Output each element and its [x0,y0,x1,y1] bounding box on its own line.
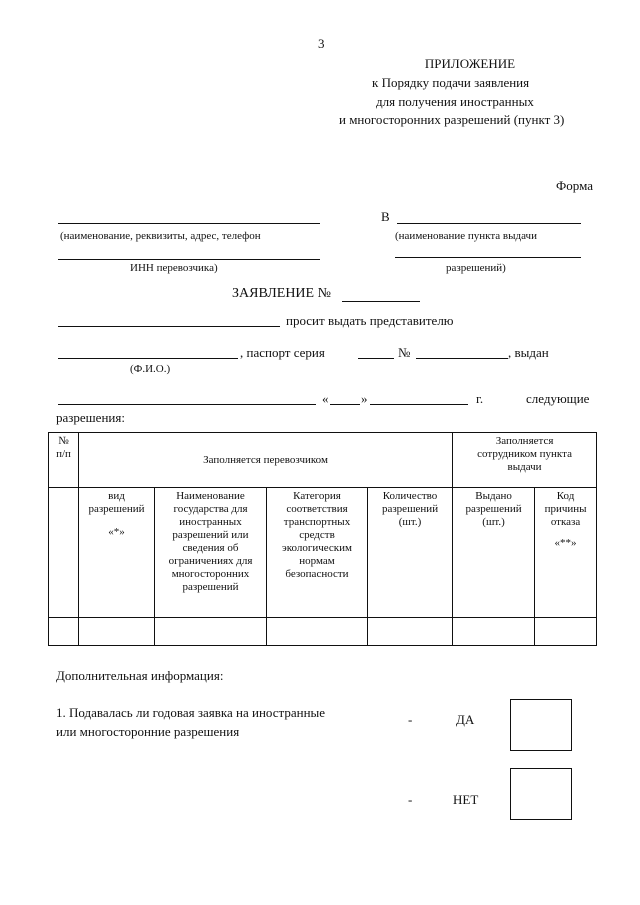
office-name-line-2[interactable] [395,257,581,258]
table-row-cell[interactable] [49,618,79,646]
office-caption-1: (наименование пункта выдачи [395,230,537,242]
carrier-fill-header: Заполняется перевозчиком [79,433,453,488]
day-line[interactable] [330,404,360,405]
following-text: следующие [526,391,590,406]
table-row-cell[interactable] [368,618,453,646]
carrier-field-line[interactable] [58,326,280,327]
issued-header: Выдано разрешений (шт.) [453,488,535,618]
passport-text: , паспорт серия [240,345,325,360]
table-row-cell[interactable] [535,618,597,646]
appendix-title: ПРИЛОЖЕНИЕ [424,56,516,71]
office-fill-header: Заполняется сотрудником пункта выдачи [453,433,597,488]
page-number: 3 [318,36,325,51]
question-1-continued: или многосторонние разрешения [56,724,240,739]
quantity-header: Количество разрешений (шт.) [368,488,453,618]
office-caption-2: разрешений) [446,262,506,274]
yes-label: ДА [456,712,475,727]
table-row-cell[interactable] [453,618,535,646]
carrier-caption-1: (наименование, реквизиты, адрес, телефон [60,230,261,242]
yes-checkbox[interactable] [510,699,572,751]
passport-series-line[interactable] [358,358,394,359]
refusal-header [535,488,597,618]
number-sign: № [398,345,411,360]
quote-close: » [361,391,368,406]
category-header: Категория соответствия транспортных средств экологическим нормам безопасности [267,488,368,618]
yes-dash: - [408,712,413,727]
additional-info: Дополнительная информация: [56,668,224,683]
permits-text: разрешения: [56,410,125,425]
no-checkbox[interactable] [510,768,572,820]
type-header [79,488,155,618]
table-row-cell[interactable] [155,618,267,646]
country-header: Наименование государства для иностранных разрешений или сведения об ограничениях для многосторонних разрешений [155,488,267,618]
appendix-line-3: и многосторонних разрешений (пункт 3) [339,112,565,127]
carrier-caption-2: ИНН перевозчика) [130,262,218,274]
office-name-line[interactable] [397,223,581,224]
application-title: ЗАЯВЛЕНИЕ № [232,286,331,301]
type-note: «*» [108,526,125,538]
no-label: НЕТ [453,792,479,807]
appendix-line-1: к Порядку подачи заявления [372,75,530,90]
refusal-note: «**» [554,537,577,549]
issued-by-line[interactable] [58,404,316,405]
question-1: 1. Подавалась ли годовая заявка на иностранные [56,705,326,720]
year-suffix: г. [476,391,484,406]
carrier-inn-line[interactable] [58,259,320,260]
to-prefix: В [381,209,390,224]
appendix-line-2: для получения иностранных [376,94,534,109]
fio-caption: (Ф.И.О.) [130,363,171,375]
refusal-header-label: Код причины отказа [544,490,587,528]
type-header-label: вид разрешений [88,490,145,515]
table-row-cell[interactable] [267,618,368,646]
passport-number-line[interactable] [416,358,508,359]
no-dash: - [408,792,413,807]
issued-text: , выдан [508,345,549,360]
month-year-line[interactable] [370,404,468,405]
number-cell [49,488,79,618]
permits-table [48,432,597,646]
col-number-header: № п/п [49,433,79,488]
quote-open: « [322,391,329,406]
form-label: Форма [556,178,593,193]
carrier-name-line[interactable] [58,223,320,224]
application-number-line[interactable] [342,301,420,302]
representative-name-line[interactable] [58,358,238,359]
request-text: просит выдать представителю [286,313,454,328]
table-row-cell[interactable] [79,618,155,646]
